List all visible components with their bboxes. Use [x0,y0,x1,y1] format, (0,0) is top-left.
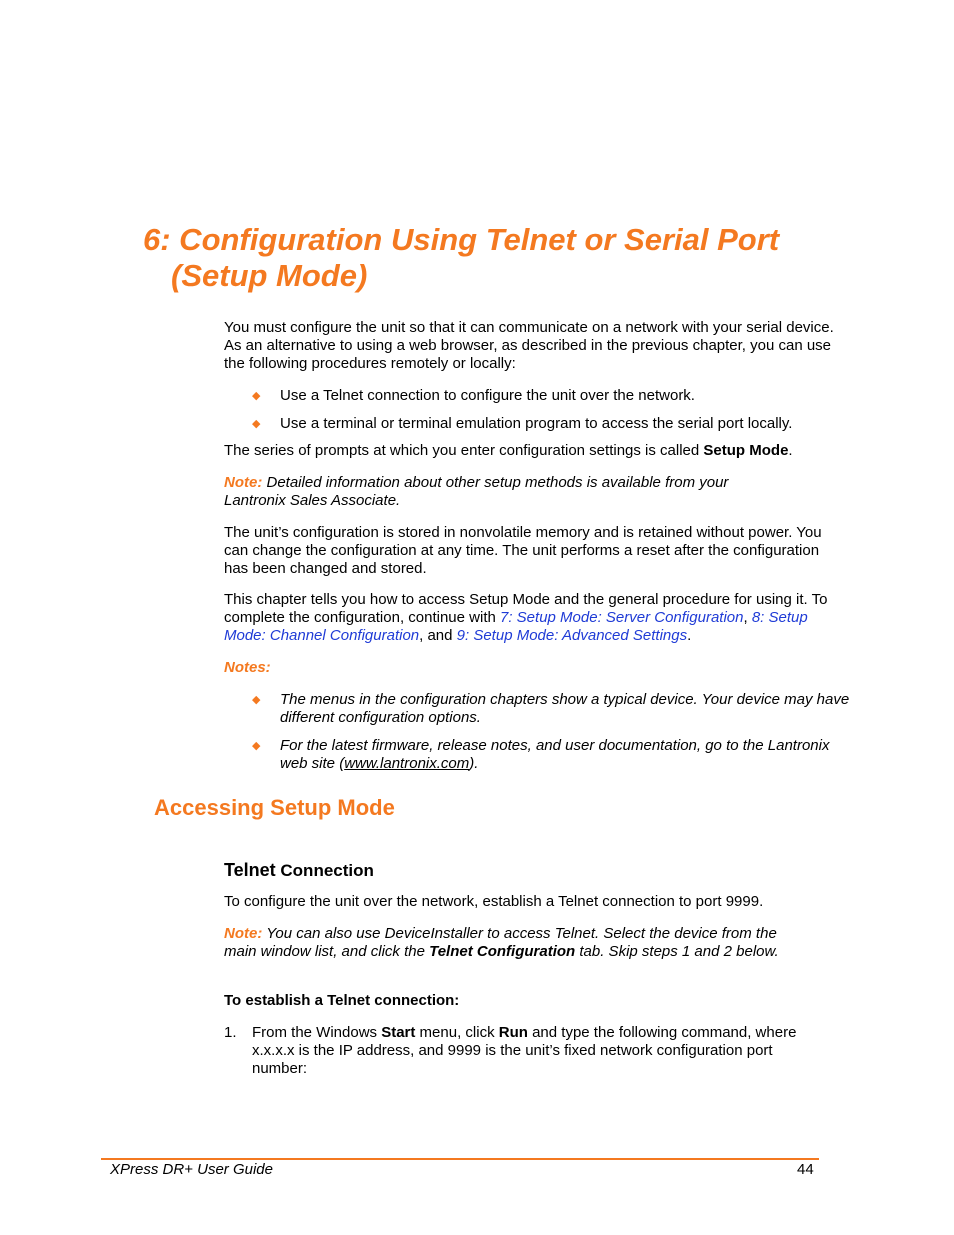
text-run: This chapter tells you how to access Setup Mode and the general procedure for using it. To complete the configuration, continue with [224,591,828,626]
lantronix-website-link[interactable]: www.lantronix.com [344,755,470,772]
diamond-bullet-icon: ◆ [252,740,261,752]
note-text: You can also use DeviceInstaller to access Telnet. Select the device from the main window list, and click the [224,925,777,960]
list-item-text: The menus in the configuration chapters show a typical device. Your device may have different configuration options. [280,691,850,726]
link-server-configuration[interactable]: 7: Setup Mode: Server Configuration [500,609,744,626]
setup-mode-term: Setup Mode [703,442,789,459]
text-run: ). [469,755,479,772]
list-item-text: Use a Telnet connection to configure the unit over the network. [280,387,695,404]
chapter-title-line2: (Setup Mode) [171,258,368,293]
chapter-title [143,222,903,294]
intro-paragraph: You must configure the unit so that it can communicate on a network with your serial device. As an alternative to using a web browser, as described in the previous chapter, you can use the following procedures remotely or locally: [224,319,834,372]
section-title: Accessing Setup Mode [154,795,395,820]
telnet-configuration-term: Telnet Configuration [429,943,576,960]
step-text [252,1024,827,1078]
subsection-title-part1: Telnet [224,860,276,880]
text-run: , and [419,627,457,644]
note-paragraph [224,474,784,510]
note-text: Detailed information about other setup methods is available from your Lantronix Sales Associate. [224,474,729,509]
list-item-text [280,737,852,773]
telnet-paragraph: To configure the unit over the network, establish a Telnet connection to port 9999. [224,893,764,910]
page-number: 44 [797,1161,814,1178]
chapter-paragraph [224,591,839,645]
text-run: For the latest firmware, release notes, and user documentation, go to the Lantronix web site ( [280,737,830,772]
note-text: tab. Skip steps 1 and 2 below. [575,943,779,960]
link-channel-configuration[interactable]: 8: Setup Mode: Channel Configuration [224,609,808,644]
text-run: The series of prompts at which you enter configuration settings is called [224,442,704,459]
diamond-bullet-icon: ◆ [252,418,261,430]
link-advanced-settings[interactable]: 9: Setup Mode: Advanced Settings [456,627,688,644]
note-label: Note: [224,925,263,942]
text-run: . [788,442,793,459]
list-item-text: Use a terminal or terminal emulation program to access the serial port locally. [280,415,793,432]
chapter-title-line1: 6: Configuration Using Telnet or Serial Port [143,222,780,257]
notes-label: Notes: [224,659,271,676]
footer-title: XPress DR+ User Guide [110,1161,273,1178]
text-run: menu, click [415,1024,499,1041]
note-paragraph [224,925,789,961]
text-run: . [687,627,692,644]
subsection-title-part2: Connection [275,861,374,880]
procedure-heading: To establish a Telnet connection: [224,992,460,1009]
configuration-paragraph: The unit’s configuration is stored in nonvolatile memory and is retained without power. You can change the configuration at any time. The unit performs a reset after the configuration has been changed and stored. [224,524,822,577]
run-term: Run [498,1024,528,1041]
subsection-title [224,860,374,881]
start-term: Start [381,1024,416,1041]
text-run: , [743,609,752,626]
diamond-bullet-icon: ◆ [252,390,261,402]
text-run: From the Windows [252,1024,382,1041]
text-run: and type the following command, where x.x.x.x is the IP address, and 9999 is the unit’s fixed network configuration port number: [252,1024,797,1077]
diamond-bullet-icon: ◆ [252,694,261,706]
setup-mode-paragraph [224,442,844,460]
step-number: 1. [224,1024,237,1041]
note-label: Note: [224,474,263,491]
footer-divider [101,1158,819,1160]
